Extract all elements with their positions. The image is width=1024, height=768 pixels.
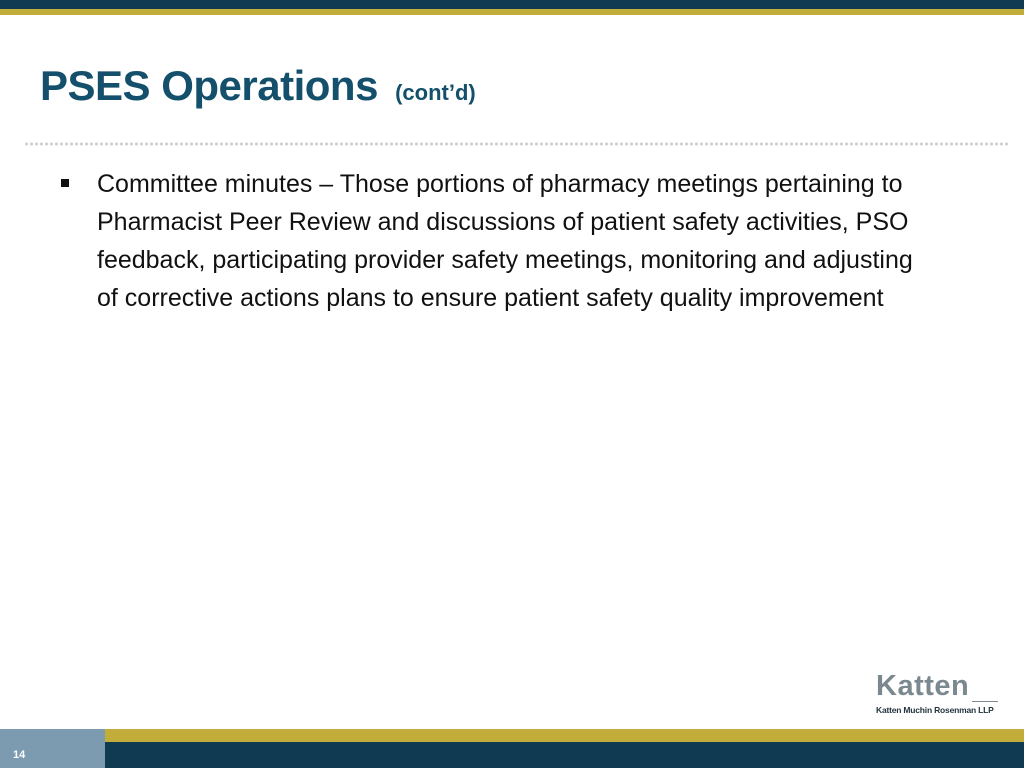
bullet-list bbox=[58, 165, 938, 317]
slide-title bbox=[40, 62, 476, 110]
slide-title-main: PSES Operations bbox=[40, 62, 378, 109]
bullet-text: Committee minutes – Those portions of pharmacy meetings pertaining to Pharmacist Peer Review and discussions of patient safety activities, PSO feedback, participating provider safety meetings, monitoring and adjusting of corrective actions plans to ensure patient safety quality improvement bbox=[97, 170, 913, 312]
katten-logo bbox=[876, 670, 1002, 715]
logo-firm-name: Katten Muchin Rosenman LLP bbox=[876, 705, 994, 715]
logo-wordmark: Katten bbox=[876, 670, 970, 702]
square-bullet-icon bbox=[61, 179, 69, 187]
bottom-band-dark bbox=[0, 742, 1024, 768]
page-number: 14 bbox=[13, 749, 26, 761]
slide-title-suffix: (cont’d) bbox=[395, 80, 476, 105]
top-band-gold bbox=[0, 9, 1024, 15]
bullet-item bbox=[58, 165, 938, 317]
top-band-dark bbox=[0, 0, 1024, 9]
logo-underline bbox=[972, 701, 998, 702]
dotted-divider bbox=[24, 141, 1010, 147]
bottom-band-gold bbox=[0, 729, 1024, 742]
page-number-box bbox=[0, 729, 105, 768]
